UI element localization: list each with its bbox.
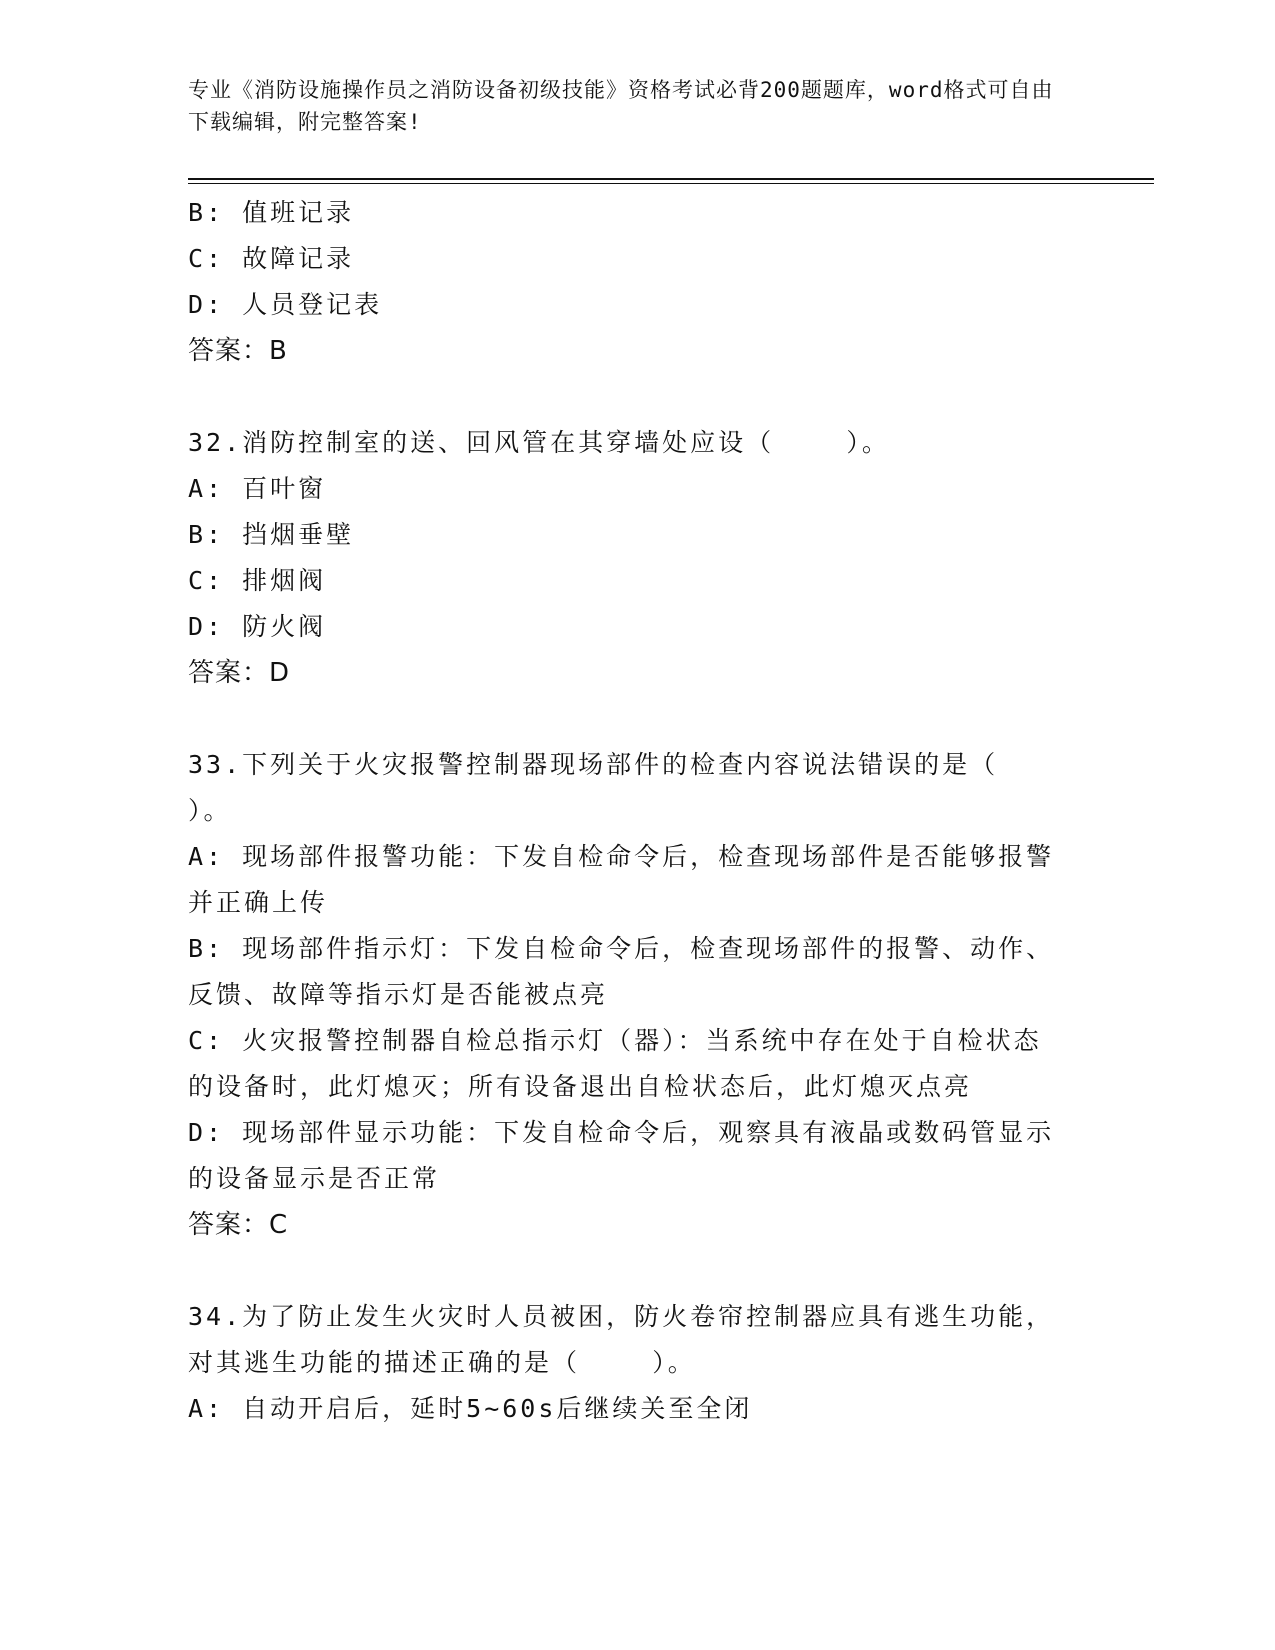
option-b: B: 挡烟垂壁 (188, 520, 355, 549)
question-31-continued (188, 190, 1088, 374)
question-stem: 33.下列关于火灾报警控制器现场部件的检查内容说法错误的是（ ）。 (188, 750, 1071, 825)
header-divider (188, 178, 1154, 180)
option-c: C: 火灾报警控制器自检总指示灯（器）：当系统中存在处于自检状态的设备时，此灯熄灭；所有设备退出自检状态后，此灯熄灭点亮 (188, 1026, 1042, 1101)
question-content (188, 190, 1088, 1432)
question-stem: 34.为了防止发生火灾时人员被困，防火卷帘控制器应具有逃生功能，对其逃生功能的描述正确的是（ ）。 (188, 1302, 1055, 1377)
option-d: D: 人员登记表 (188, 290, 383, 319)
page-header: 专业《消防设施操作员之消防设备初级技能》资格考试必背200题题库，word格式可自由下载编辑，附完整答案! (188, 78, 1054, 134)
option-b: B: 值班记录 (188, 198, 355, 227)
header-divider-thin (188, 183, 1154, 184)
spacer (188, 374, 1088, 420)
option-c: C: 排烟阀 (188, 566, 327, 595)
option-a: A: 现场部件报警功能：下发自检命令后，检查现场部件是否能够报警并正确上传 (188, 842, 1055, 917)
option-c: C: 故障记录 (188, 244, 355, 273)
spacer (188, 1248, 1088, 1294)
answer: 答案：B (188, 336, 288, 366)
question-32 (188, 420, 1088, 696)
answer: 答案：D (188, 658, 291, 688)
question-stem: 32.消防控制室的送、回风管在其穿墙处应设（ ）。 (188, 428, 890, 457)
option-d: D: 防火阀 (188, 612, 327, 641)
option-a: A: 自动开启后，延时5~60s后继续关至全闭 (188, 1394, 753, 1423)
question-34 (188, 1294, 1088, 1432)
option-b: B: 现场部件指示灯：下发自检命令后，检查现场部件的报警、动作、反馈、故障等指示灯是否能被点亮 (188, 934, 1055, 1009)
option-d: D: 现场部件显示功能：下发自检命令后，观察具有液晶或数码管显示的设备显示是否正常 (188, 1118, 1055, 1193)
question-33 (188, 742, 1088, 1248)
spacer (188, 696, 1088, 742)
option-a: A: 百叶窗 (188, 474, 327, 503)
answer: 答案：C (188, 1210, 289, 1240)
